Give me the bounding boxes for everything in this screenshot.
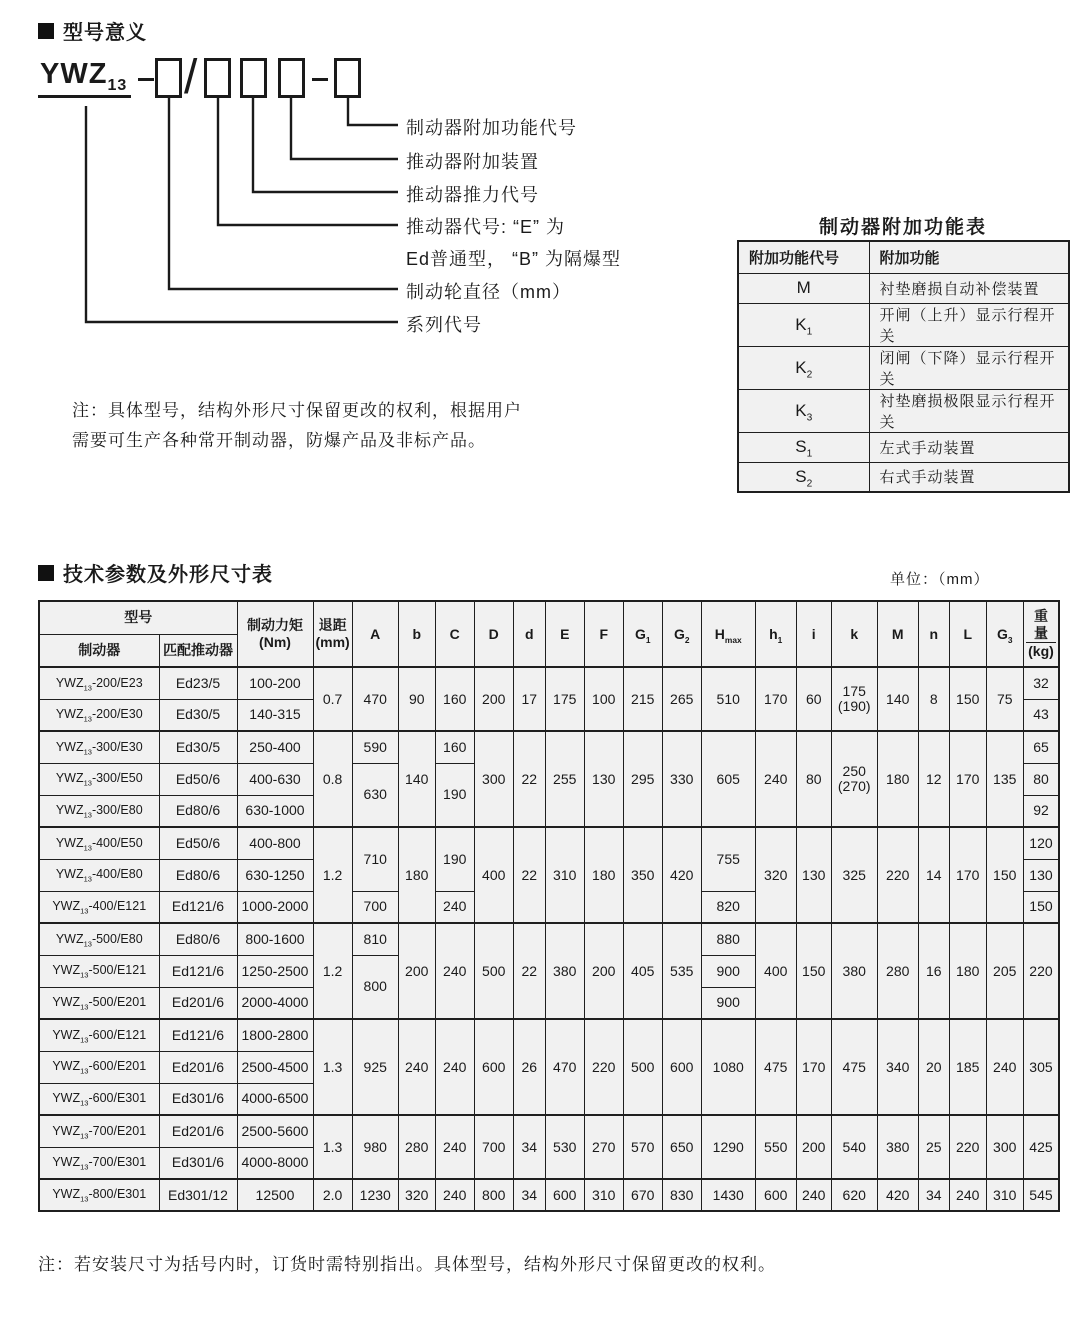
table-cell: 开闸（上升）显示行程开关 — [869, 303, 1069, 346]
table-cell: $YWZ_{13}-700/E301$ — [39, 1147, 159, 1179]
header-cell: 匹配推动器 — [159, 634, 237, 667]
table-cell: $YWZ_{13}-800/E301$ — [39, 1179, 159, 1211]
table-cell: 140 — [398, 731, 435, 827]
table-row — [39, 1115, 1059, 1147]
table-cell: 900 — [701, 987, 755, 1019]
table-cell: 1.2 — [313, 827, 352, 923]
table-cell: 700 — [352, 891, 398, 923]
table-cell: 270 — [584, 1115, 623, 1179]
header-cell: D — [474, 601, 513, 667]
table-cell: 200 — [474, 667, 513, 731]
table-cell: 170 — [949, 827, 986, 923]
table-cell: 240 — [435, 1179, 474, 1211]
table-cell: 280 — [877, 923, 918, 1019]
table-cell: 800 — [352, 955, 398, 1019]
table-cell: $YWZ_{13}-200/E30$ — [39, 699, 159, 731]
header-cell: 退距 (mm) — [313, 601, 352, 667]
header-cell: k — [831, 601, 877, 667]
table-cell: $YWZ_{13}-300/E80$ — [39, 795, 159, 827]
table-cell: 190 — [435, 827, 474, 891]
table-cell: 140-315 — [237, 699, 313, 731]
table-cell: $YWZ_{13}-400/E121$ — [39, 891, 159, 923]
table-cell: M — [738, 273, 869, 303]
function-table-title: 制动器附加功能表 — [818, 217, 987, 238]
table-cell: 530 — [545, 1115, 584, 1179]
table-cell: Ed201/6 — [159, 1115, 237, 1147]
table-cell: Ed30/5 — [159, 699, 237, 731]
table-cell: 80 — [796, 731, 831, 827]
table-row — [738, 389, 1069, 432]
table-cell: Ed80/6 — [159, 859, 237, 891]
table-cell: 170 — [755, 667, 796, 731]
table-cell: 420 — [877, 1179, 918, 1211]
table-cell: 180 — [398, 827, 435, 923]
table-cell: Ed201/6 — [159, 987, 237, 1019]
table-cell: 340 — [877, 1019, 918, 1115]
table-cell: Ed301/6 — [159, 1083, 237, 1115]
formula-dash-2 — [312, 78, 328, 81]
table-cell: Ed80/6 — [159, 795, 237, 827]
table-cell: 180 — [584, 827, 623, 923]
table-cell: 2500-4500 — [237, 1051, 313, 1083]
table-cell: 215 — [623, 667, 662, 731]
table-cell: 265 — [662, 667, 701, 731]
model-diagram — [38, 51, 718, 356]
table-cell: 1000-2000 — [237, 891, 313, 923]
table-cell: 325 — [831, 827, 877, 923]
table-cell: 420 — [662, 827, 701, 923]
table-cell: 60 — [796, 667, 831, 731]
table-cell: 22 — [513, 923, 545, 1019]
table-row — [738, 346, 1069, 389]
header-cell: $G_2$ — [662, 601, 701, 667]
table-cell: 0.8 — [313, 731, 352, 827]
table-cell: 120 — [1023, 827, 1059, 859]
section-title: 型号意义 — [63, 22, 147, 44]
table-cell: 0.7 — [313, 667, 352, 731]
table-cell: 600 — [545, 1179, 584, 1211]
table-cell: 220 — [949, 1115, 986, 1179]
table-cell: 185 — [949, 1019, 986, 1115]
header-cell: 附加功能 — [869, 241, 1069, 273]
diagram-label-thruster-code-line2: Ed普通型， “B” 为隔爆型 — [406, 249, 622, 269]
table-cell: 600 — [474, 1019, 513, 1115]
table-cell: $YWZ_{13}-600/E121$ — [39, 1019, 159, 1051]
table-cell: 26 — [513, 1019, 545, 1115]
table-cell: 1080 — [701, 1019, 755, 1115]
series-code: $YWZ_{13}$ — [38, 58, 131, 98]
diagram-label-thruster-attachment: 推动器附加装置 — [406, 152, 539, 172]
table-cell: 300 — [986, 1115, 1023, 1179]
table-cell: 550 — [755, 1115, 796, 1179]
table-row — [39, 601, 1059, 634]
table-cell: $YWZ_{13}-400/E50$ — [39, 827, 159, 859]
table-cell: 255 — [545, 731, 584, 827]
table-cell: $YWZ_{13}-300/E30$ — [39, 731, 159, 763]
table-cell: 605 — [701, 731, 755, 827]
table-cell: 710 — [352, 827, 398, 891]
table-cell: 250-400 — [237, 731, 313, 763]
table-cell: $YWZ_{13}-600/E201$ — [39, 1051, 159, 1083]
table-cell: 240 — [796, 1179, 831, 1211]
diagram-label-thruster-force-code: 推动器推力代号 — [406, 185, 539, 205]
table-cell: 130 — [1023, 859, 1059, 891]
header-cell: i — [796, 601, 831, 667]
table-cell: 22 — [513, 827, 545, 923]
table-cell: 240 — [435, 891, 474, 923]
model-meaning-heading — [38, 16, 147, 45]
note-1 — [72, 396, 522, 456]
table-cell: 295 — [623, 731, 662, 827]
table-cell: 240 — [986, 1019, 1023, 1115]
table-cell: 92 — [1023, 795, 1059, 827]
table-cell: 540 — [831, 1115, 877, 1179]
table-cell: 630-1250 — [237, 859, 313, 891]
diagram-connector-lines — [38, 56, 718, 356]
table-cell: 330 — [662, 731, 701, 827]
header-cell: 附加功能代号 — [738, 241, 869, 273]
table-cell: 630-1000 — [237, 795, 313, 827]
table-cell: $YWZ_{13}-500/E121$ — [39, 955, 159, 987]
table-cell: 左式手动装置 — [869, 432, 1069, 462]
header-cell: M — [877, 601, 918, 667]
table-cell: 205 — [986, 923, 1023, 1019]
table-cell: 820 — [701, 891, 755, 923]
header-cell: E — [545, 601, 584, 667]
table-cell: 22 — [513, 731, 545, 827]
table-cell: 810 — [352, 923, 398, 955]
table-cell: 700 — [474, 1115, 513, 1179]
table-cell: $K_2$ — [738, 346, 869, 389]
table-row — [738, 432, 1069, 462]
header-cell: d — [513, 601, 545, 667]
table-cell: 320 — [398, 1179, 435, 1211]
table-cell: 160 — [435, 731, 474, 763]
header-cell: b — [398, 601, 435, 667]
table-cell: 535 — [662, 923, 701, 1019]
table-cell: 34 — [513, 1179, 545, 1211]
spec-table-heading — [38, 558, 273, 587]
table-cell: 400-800 — [237, 827, 313, 859]
section-marker-icon — [38, 565, 54, 581]
table-cell: 1.2 — [313, 923, 352, 1019]
table-cell: 150 — [796, 923, 831, 1019]
table-cell: $K_3$ — [738, 389, 869, 432]
table-row — [39, 731, 1059, 763]
table-cell: $YWZ_{13}-700/E201$ — [39, 1115, 159, 1147]
table-cell: $YWZ_{13}-500/E80$ — [39, 923, 159, 955]
header-cell: $G_1$ — [623, 601, 662, 667]
table-cell: 600 — [662, 1019, 701, 1115]
table-cell: 100-200 — [237, 667, 313, 699]
table-cell: 925 — [352, 1019, 398, 1115]
table-cell: 75 — [986, 667, 1023, 731]
header-cell: 制动力矩 (Nm) — [237, 601, 313, 667]
table-cell: 310 — [584, 1179, 623, 1211]
table-cell: 14 — [918, 827, 949, 923]
table-cell: 500 — [623, 1019, 662, 1115]
table-cell: $YWZ_{13}-400/E80$ — [39, 859, 159, 891]
table-cell: Ed50/6 — [159, 827, 237, 859]
table-cell: 34 — [918, 1179, 949, 1211]
table-cell: 310 — [986, 1179, 1023, 1211]
header-cell: n — [918, 601, 949, 667]
table-cell: 65 — [1023, 731, 1059, 763]
table-cell: 4000-8000 — [237, 1147, 313, 1179]
table-cell: 1230 — [352, 1179, 398, 1211]
table-cell: 670 — [623, 1179, 662, 1211]
table-row — [39, 667, 1059, 699]
header-cell: $H_{max}$ — [701, 601, 755, 667]
table-cell: 2000-4000 — [237, 987, 313, 1019]
table-cell: 175 — [545, 667, 584, 731]
table-cell: 650 — [662, 1115, 701, 1179]
table-cell: 425 — [1023, 1115, 1059, 1179]
table-cell: 衬垫磨损极限显示行程开关 — [869, 389, 1069, 432]
table-cell: 220 — [1023, 923, 1059, 1019]
table-cell: 240 — [435, 923, 474, 1019]
table-cell: 310 — [545, 827, 584, 923]
formula-box-3 — [240, 58, 267, 98]
table-cell: 130 — [796, 827, 831, 923]
table-row — [39, 1179, 1059, 1211]
table-cell: 240 — [949, 1179, 986, 1211]
table-cell: 500 — [474, 923, 513, 1019]
formula-box-5 — [334, 58, 361, 98]
table-cell: 1800-2800 — [237, 1019, 313, 1051]
table-cell: 220 — [584, 1019, 623, 1115]
table-cell: 2.0 — [313, 1179, 352, 1211]
header-cell: 重量 (kg) — [1023, 601, 1059, 667]
table-cell: 475 — [831, 1019, 877, 1115]
table-cell: Ed301/6 — [159, 1147, 237, 1179]
table-cell: 380 — [545, 923, 584, 1019]
table-cell: 240 — [398, 1019, 435, 1115]
table-cell: 175 (190) — [831, 667, 877, 731]
table-cell: Ed30/5 — [159, 731, 237, 763]
table-cell: 90 — [398, 667, 435, 731]
table-cell: Ed121/6 — [159, 1019, 237, 1051]
diagram-label-brake-func-code: 制动器附加功能代号 — [406, 118, 577, 138]
table-cell: 衬垫磨损自动补偿装置 — [869, 273, 1069, 303]
table-cell: 80 — [1023, 763, 1059, 795]
table-cell: 755 — [701, 827, 755, 891]
table-cell: 100 — [584, 667, 623, 731]
table-cell: Ed201/6 — [159, 1051, 237, 1083]
formula-box-2 — [204, 58, 231, 98]
table-cell: $S_1$ — [738, 432, 869, 462]
table-row — [738, 303, 1069, 346]
table-cell: 12500 — [237, 1179, 313, 1211]
table-cell: 470 — [352, 667, 398, 731]
table-cell: 180 — [877, 731, 918, 827]
table-cell: 150 — [986, 827, 1023, 923]
spec-table — [38, 600, 1060, 1212]
table-cell: $S_2$ — [738, 462, 869, 492]
table-cell: 320 — [755, 827, 796, 923]
table-cell: 570 — [623, 1115, 662, 1179]
table-cell: 475 — [755, 1019, 796, 1115]
table-cell: 900 — [701, 955, 755, 987]
table-cell: 350 — [623, 827, 662, 923]
table-cell: 510 — [701, 667, 755, 731]
table-row — [738, 462, 1069, 492]
table-cell: 170 — [949, 731, 986, 827]
table-cell: 140 — [877, 667, 918, 731]
header-cell: 型号 — [39, 601, 237, 634]
table-cell: $YWZ_{13}-600/E301$ — [39, 1083, 159, 1115]
table-cell: 16 — [918, 923, 949, 1019]
table-cell: 8 — [918, 667, 949, 731]
table-cell: 400 — [755, 923, 796, 1019]
header-cell: 制动器 — [39, 634, 159, 667]
section-title: 技术参数及外形尺寸表 — [63, 564, 273, 586]
table-cell: 590 — [352, 731, 398, 763]
note-1-line-2: 需要可生产各种常开制动器，防爆产品及非标产品。 — [72, 431, 486, 450]
table-cell: $YWZ_{13}-300/E50$ — [39, 763, 159, 795]
table-cell: 830 — [662, 1179, 701, 1211]
table-cell: Ed121/6 — [159, 955, 237, 987]
table-row — [39, 827, 1059, 859]
formula-box-1 — [155, 58, 182, 98]
table-cell: 980 — [352, 1115, 398, 1179]
table-cell: 800-1600 — [237, 923, 313, 955]
table-cell: 130 — [584, 731, 623, 827]
table-cell: 1290 — [701, 1115, 755, 1179]
table-row — [738, 241, 1069, 273]
table-cell: Ed301/12 — [159, 1179, 237, 1211]
table-cell: 800 — [474, 1179, 513, 1211]
table-cell: 300 — [474, 731, 513, 827]
table-cell: 闭闸（下降）显示行程开关 — [869, 346, 1069, 389]
header-cell: A — [352, 601, 398, 667]
table-cell: 20 — [918, 1019, 949, 1115]
table-cell: 1250-2500 — [237, 955, 313, 987]
table-cell: 34 — [513, 1115, 545, 1179]
table-cell: 405 — [623, 923, 662, 1019]
table-cell: 1.3 — [313, 1115, 352, 1179]
table-cell: $YWZ_{13}-500/E201$ — [39, 987, 159, 1019]
table-cell: 32 — [1023, 667, 1059, 699]
table-cell: 880 — [701, 923, 755, 955]
table-cell: 1430 — [701, 1179, 755, 1211]
table-cell: 380 — [831, 923, 877, 1019]
table-cell: 240 — [755, 731, 796, 827]
table-cell: 25 — [918, 1115, 949, 1179]
table-cell: 150 — [1023, 891, 1059, 923]
table-cell: 600 — [755, 1179, 796, 1211]
header-cell: C — [435, 601, 474, 667]
table-cell: 380 — [877, 1115, 918, 1179]
table-cell: 1.3 — [313, 1019, 352, 1115]
table-cell: Ed121/6 — [159, 891, 237, 923]
formula-box-4 — [278, 58, 305, 98]
table-cell: 545 — [1023, 1179, 1059, 1211]
table-cell: $K_1$ — [738, 303, 869, 346]
table-cell: 右式手动装置 — [869, 462, 1069, 492]
table-cell: 240 — [435, 1115, 474, 1179]
table-cell: 17 — [513, 667, 545, 731]
table-cell: 190 — [435, 763, 474, 827]
table-cell: 240 — [435, 1019, 474, 1115]
diagram-label-thruster-code-line1: 推动器代号: “E” 为 — [406, 217, 565, 237]
table-row — [39, 1019, 1059, 1051]
table-cell: 43 — [1023, 699, 1059, 731]
header-cell: $h_1$ — [755, 601, 796, 667]
note-2: 注：若安装尺寸为括号内时，订货时需特别指出。具体型号，结构外形尺寸保留更改的权利。 — [38, 1255, 776, 1274]
note-1-line-1: 注：具体型号，结构外形尺寸保留更改的权利，根据用户 — [72, 401, 522, 420]
table-cell: Ed23/5 — [159, 667, 237, 699]
table-cell: 470 — [545, 1019, 584, 1115]
table-cell: 400-630 — [237, 763, 313, 795]
table-cell: 200 — [398, 923, 435, 1019]
table-cell: 150 — [949, 667, 986, 731]
table-cell: 250 (270) — [831, 731, 877, 827]
table-cell: 12 — [918, 731, 949, 827]
table-cell: 170 — [796, 1019, 831, 1115]
section-marker-icon — [38, 23, 54, 39]
unit-label: 单位：（mm） — [890, 571, 990, 588]
table-cell: Ed80/6 — [159, 923, 237, 955]
diagram-label-wheel-diameter: 制动轮直径（mm） — [406, 282, 571, 302]
table-cell: Ed50/6 — [159, 763, 237, 795]
table-cell: 200 — [796, 1115, 831, 1179]
header-cell: L — [949, 601, 986, 667]
table-cell: 220 — [877, 827, 918, 923]
table-cell: 200 — [584, 923, 623, 1019]
table-cell: 620 — [831, 1179, 877, 1211]
formula-slash: / — [184, 51, 198, 104]
table-cell: 2500-5600 — [237, 1115, 313, 1147]
table-cell: 4000-6500 — [237, 1083, 313, 1115]
table-cell: $YWZ_{13}-200/E23$ — [39, 667, 159, 699]
table-cell: 180 — [949, 923, 986, 1019]
table-cell: 160 — [435, 667, 474, 731]
formula-dash — [138, 78, 154, 81]
header-cell: $G_3$ — [986, 601, 1023, 667]
table-cell: 400 — [474, 827, 513, 923]
table-row — [39, 923, 1059, 955]
header-cell: F — [584, 601, 623, 667]
brake-function-table — [737, 240, 1070, 493]
table-cell: 135 — [986, 731, 1023, 827]
table-row — [738, 273, 1069, 303]
table-cell: 630 — [352, 763, 398, 827]
table-cell: 305 — [1023, 1019, 1059, 1115]
table-cell: 280 — [398, 1115, 435, 1179]
diagram-label-series-code: 系列代号 — [406, 315, 482, 335]
